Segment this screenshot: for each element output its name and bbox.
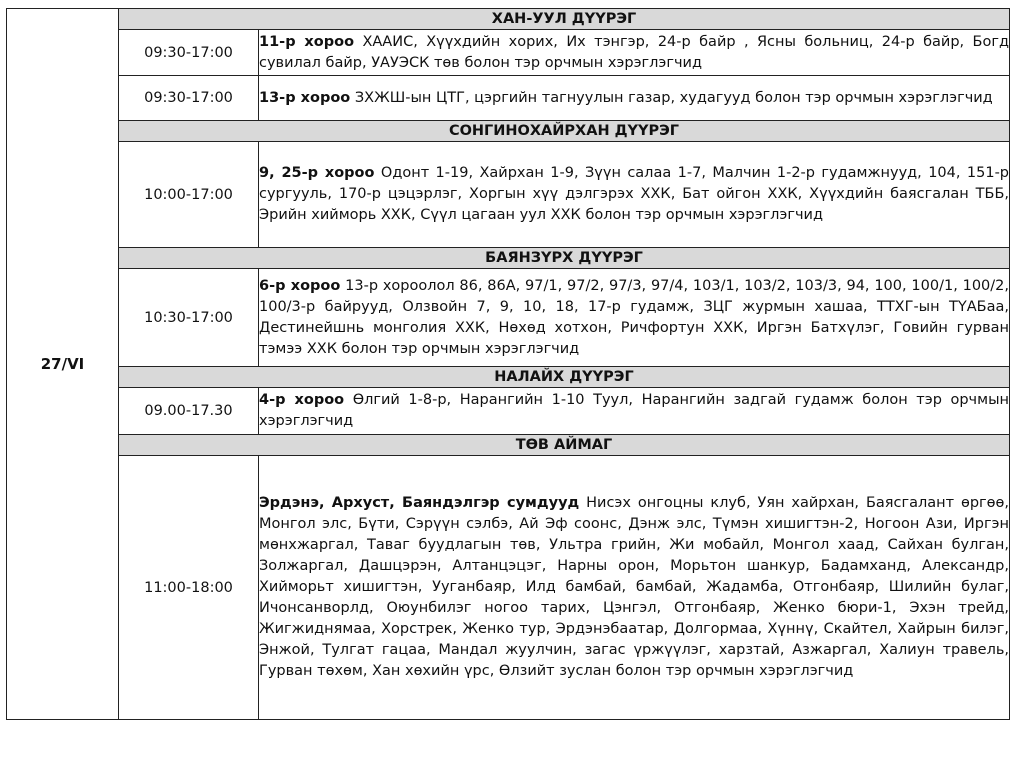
time-cell: 11:00-18:00 xyxy=(119,456,259,720)
time-cell: 09:30-17:00 xyxy=(119,30,259,76)
time-cell: 10:00-17:00 xyxy=(119,142,259,248)
table-row xyxy=(7,142,1010,248)
table-row xyxy=(7,388,1010,435)
district-header-row xyxy=(7,9,1010,30)
district-name: БАЯНЗҮРХ ДҮҮРЭГ xyxy=(119,248,1010,269)
khoroo-label: 6-р хороо xyxy=(259,277,341,294)
khoroo-label: Эрдэнэ, Архуст, Баяндэлгэр сумдууд xyxy=(259,495,580,511)
district-header-row xyxy=(7,367,1010,388)
district-header-row xyxy=(7,248,1010,269)
description-cell xyxy=(259,76,1010,121)
khoroo-label: 4-р хороо xyxy=(259,392,345,408)
time-cell: 09:30-17:00 xyxy=(119,76,259,121)
table-row xyxy=(7,269,1010,367)
district-name: СОНГИНОХАЙРХАН ДҮҮРЭГ xyxy=(119,121,1010,142)
description-text: 13-р хороолол 86, 86А, 97/1, 97/2, 97/3, 97/4, 103/1, 103/2, 103/3, 94, 100, 100/1, 100/2, 100/3-р байрууд, Олзвойн 7, 9, 10, 18, 17-р гудамж, ЗЦГ журмын хашаа, ТТХГ-ын ТҮАБаа, Дестинейшнь монголия ХХК, Нөхөд хотхон, Ричфортун ХХК, Иргэн Батхүлэг, Говийн гурван тэмээ ХХК болон тэр орчмын хэрэглэгчид xyxy=(259,277,1010,357)
description-text: Өлгий 1-8-р, Нарангийн 1-10 Туул, Нарангийн задгай гудамж болон тэр орчмын хэрэглэгчид xyxy=(259,392,1009,429)
description-text: Нисэх онгоцны клуб, Уян хайрхан, Баясгалант өргөө, Монгол элс, Бүти, Сэрүүн сэлбэ, Ай Эф соонс, Дэнж элс, Түмэн хишигтэн-2, Ногоон Ази, Иргэн мөнхжаргал, Таваг буудлагын төв, Ультра грийн, Жи мобайл, Монгол хаад, Сайхан булган, Золжаргал, Дашцэрэн, Алтанцэцэг, Нарны орон, Морьтон шанкур, Бадамханд, Александр, Хийморьт хишигтэн, Ууганбаяр, Илд бамбай, бамбай, Жадамба, Отгонбаяр, Шилийн булаг, Ичонсанворлд, Оюунбилэг ногоо тарих, Цэнгэл, Отгонбаяр, Женко бюри-1, Эхэн трейд, Жигжиднямаа, Хорстрек, Женко тур, Эрдэнэбаатар, Долгормаа, Хүннү, Скайтел, Хайрын билэг, Энжой, Тулгат гацаа, Мандал жуулчин, загас үржүүлэг, харзтай, Азжаргал, Халиун травель, Гурван төхөм, Хан хөхийн үрс, Өлзийт зуслан болон тэр орчмын хэрэглэгчид xyxy=(259,495,1009,679)
district-name: ТӨВ АЙМАГ xyxy=(119,435,1010,456)
description-text: ЗХЖШ-ын ЦТГ, цэргийн тагнуулын газар, худагууд болон тэр орчмын хэрэглэгчид xyxy=(350,89,993,106)
time-cell: 09.00-17.30 xyxy=(119,388,259,435)
description-cell xyxy=(259,269,1010,367)
description-cell xyxy=(259,142,1010,248)
description-cell xyxy=(259,388,1010,435)
khoroo-label: 13-р хороо xyxy=(259,89,351,106)
top-divider xyxy=(255,0,257,8)
district-name: ХАН-УУЛ ДҮҮРЭГ xyxy=(119,9,1010,30)
district-name: НАЛАЙХ ДҮҮРЭГ xyxy=(119,367,1010,388)
description-text: ХААИС, Хүүхдийн хорих, Их тэнгэр, 24-р байр , Ясны больниц, 24-р байр, Богд сувилал байр, УАУЭСК төв болон тэр орчмын хэрэглэгчид xyxy=(259,33,1010,71)
table-row xyxy=(7,30,1010,76)
khoroo-label: 11-р хороо xyxy=(259,33,355,50)
description-cell xyxy=(259,30,1010,76)
district-header-row xyxy=(7,121,1010,142)
description-cell xyxy=(259,456,1010,720)
table-row xyxy=(7,76,1010,121)
khoroo-label: 9, 25-р хороо xyxy=(259,165,375,181)
time-cell: 10:30-17:00 xyxy=(119,269,259,367)
description-text: Одонт 1-19, Хайрхан 1-9, Зүүн салаа 1-7, Малчин 1-2-р гудамжнууд, 104, 151-р сургууль, 170-р цэцэрлэг, Хоргын хүү дэлгэрэх ХХК, Бат ойгон ХХК, Хүүхдийн баясгалан ТББ, Эрийн хийморь ХХК, Сүүл цагаан уул ХХК болон тэр орчмын хэрэглэгчид xyxy=(259,165,1010,223)
district-header-row xyxy=(7,435,1010,456)
table-row xyxy=(7,456,1010,720)
date-cell: 27/VI xyxy=(7,9,119,720)
outage-schedule-table xyxy=(6,8,1010,720)
